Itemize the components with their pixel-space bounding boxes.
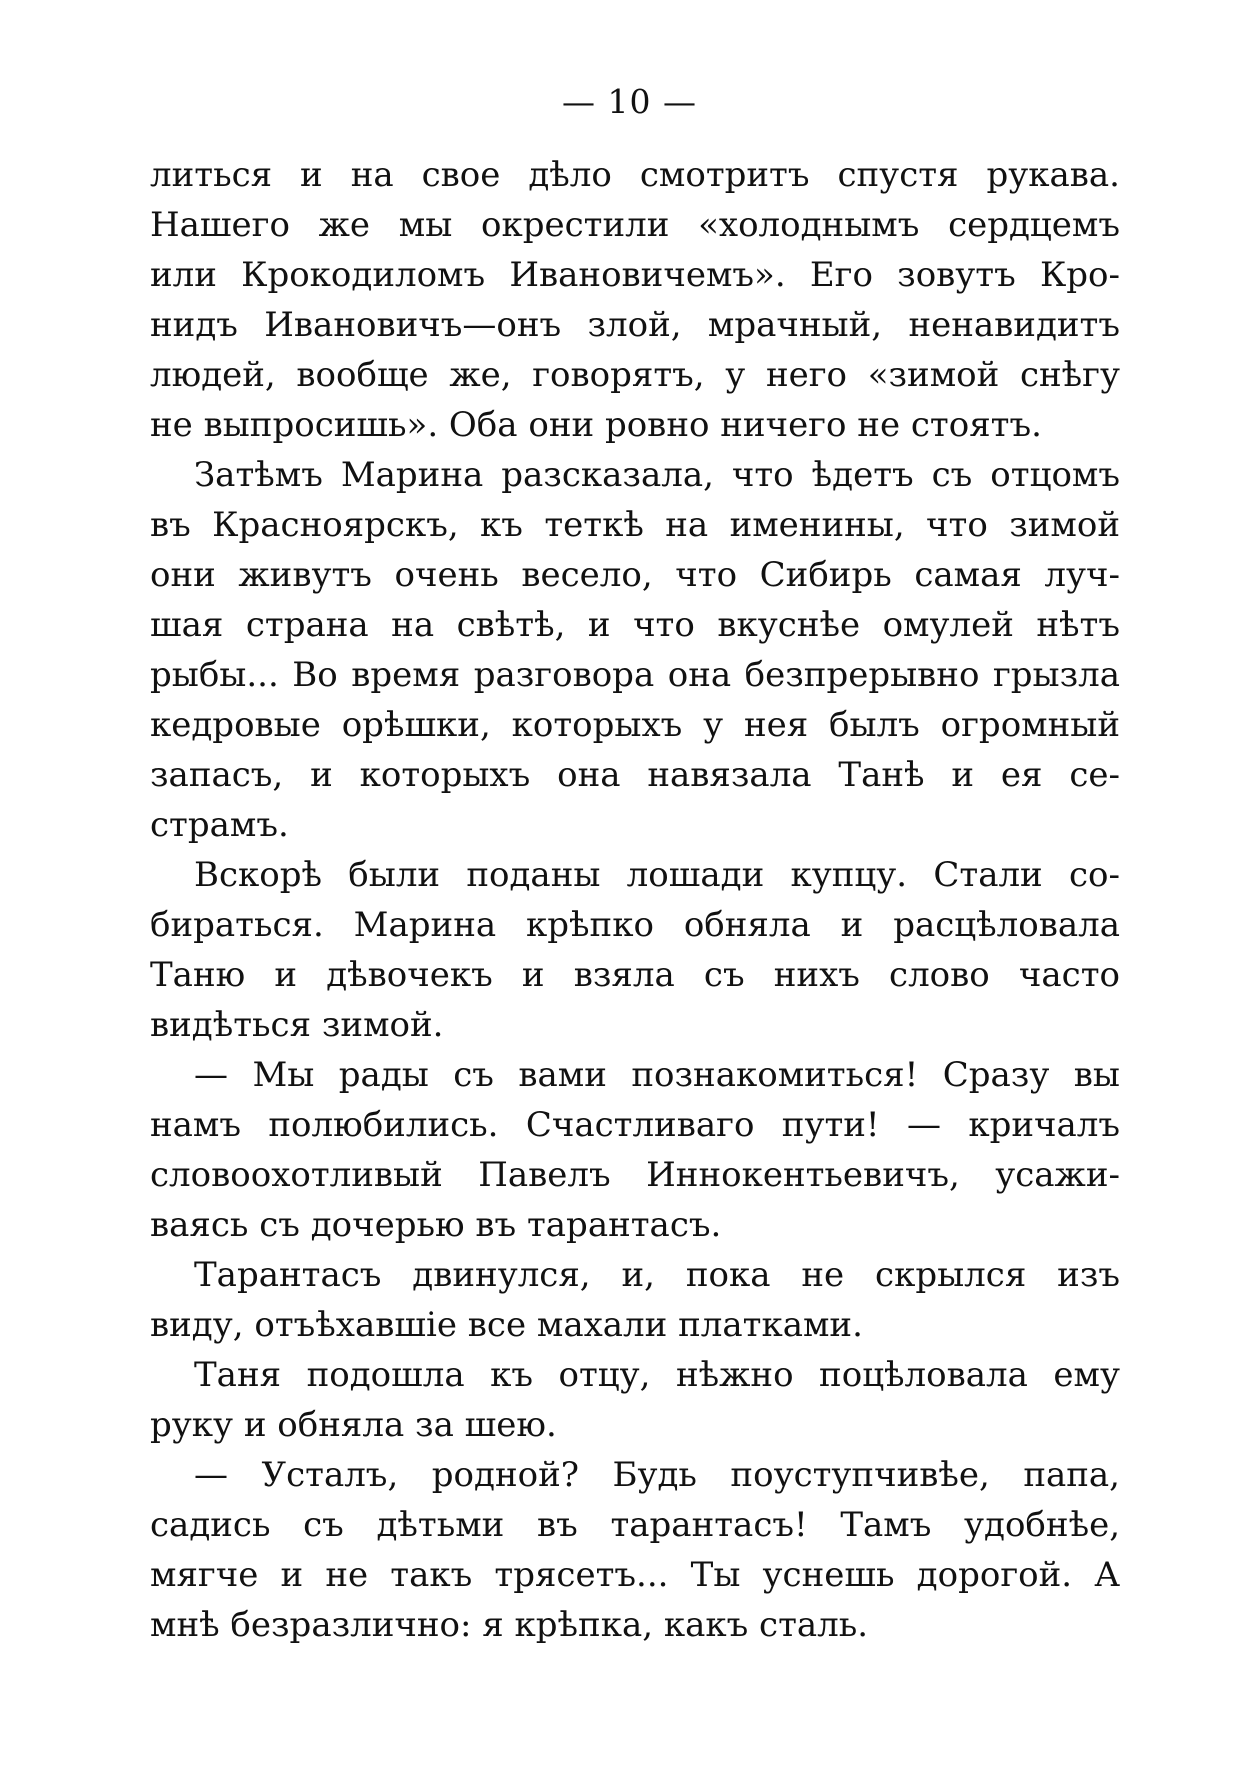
text-line: нидъ Ивановичъ—онъ злой, мрачный, ненавидитъ	[150, 305, 1120, 345]
text-line: литься и на свое дѣло смотритъ спустя рукава.	[150, 155, 1120, 195]
text-line: или Крокодиломъ Ивановичемъ». Его зовутъ Кро-	[150, 255, 1120, 295]
paragraph	[150, 150, 1120, 450]
text-line: страмъ.	[150, 805, 289, 845]
paragraph	[150, 850, 1120, 1050]
text-line: бираться. Марина крѣпко обняла и расцѣловала	[150, 905, 1120, 945]
text-line: они живутъ очень весело, что Сибирь самая луч-	[150, 555, 1120, 595]
text-line: Таня подошла къ отцу, нѣжно поцѣловала ему	[194, 1355, 1120, 1395]
text-line: шая страна на свѣтѣ, и что вкуснѣе омулей нѣтъ	[150, 605, 1120, 645]
paragraph	[150, 1350, 1120, 1450]
text-line: людей, вообще же, говорятъ, у него «зимой снѣгу	[150, 355, 1120, 395]
text-line: мягче и не такъ трясетъ... Ты уснешь дорогой. А	[150, 1555, 1120, 1595]
text-line: запасъ, и которыхъ она навязала Танѣ и ея се-	[150, 755, 1120, 795]
text-line: Нашего же мы окрестили «холоднымъ сердцемъ	[150, 205, 1120, 245]
text-line: Затѣмъ Марина разсказала, что ѣдетъ съ отцомъ	[194, 455, 1120, 495]
text-line: ваясь съ дочерью въ тарантасъ.	[150, 1205, 722, 1245]
text-line: Тарантасъ двинулся, и, пока не скрылся изъ	[194, 1255, 1120, 1295]
text-line: мнѣ безразлично: я крѣпка, какъ сталь.	[150, 1605, 869, 1645]
text-line: въ Красноярскъ, къ теткѣ на именины, что зимой	[150, 505, 1120, 545]
text-line: — Усталъ, родной? Будь поуступчивѣе, папа,	[194, 1455, 1120, 1495]
text-line: Вскорѣ были поданы лошади купцу. Стали со-	[194, 855, 1120, 895]
paragraph	[150, 1250, 1120, 1350]
text-body	[150, 150, 1120, 1650]
text-line: Таню и дѣвочекъ и взяла съ нихъ слово часто	[150, 955, 1120, 995]
text-line: видѣться зимой.	[150, 1005, 444, 1045]
text-line: кедровые орѣшки, которыхъ у нея былъ огромный	[150, 705, 1120, 745]
text-line: виду, отъѣхавшіе все махали платками.	[150, 1305, 863, 1345]
text-line: садись съ дѣтьми въ тарантасъ! Тамъ удобнѣе,	[150, 1505, 1120, 1545]
paragraph	[150, 1050, 1120, 1250]
text-line: намъ полюбились. Счастливаго пути! — кричалъ	[150, 1105, 1120, 1145]
text-line: не выпросишь». Оба они ровно ничего не стоятъ.	[150, 405, 1042, 445]
paragraph	[150, 1450, 1120, 1650]
paragraph	[150, 450, 1120, 850]
text-line: — Мы рады съ вами познакомиться! Сразу вы	[194, 1055, 1120, 1095]
text-line: словоохотливый Павелъ Иннокентьевичъ, усажи-	[150, 1155, 1120, 1195]
page-number: — 10 —	[562, 82, 697, 121]
text-line: рыбы... Во время разговора она безпрерывно грызла	[150, 655, 1120, 695]
text-line: руку и обняла за шею.	[150, 1405, 557, 1445]
